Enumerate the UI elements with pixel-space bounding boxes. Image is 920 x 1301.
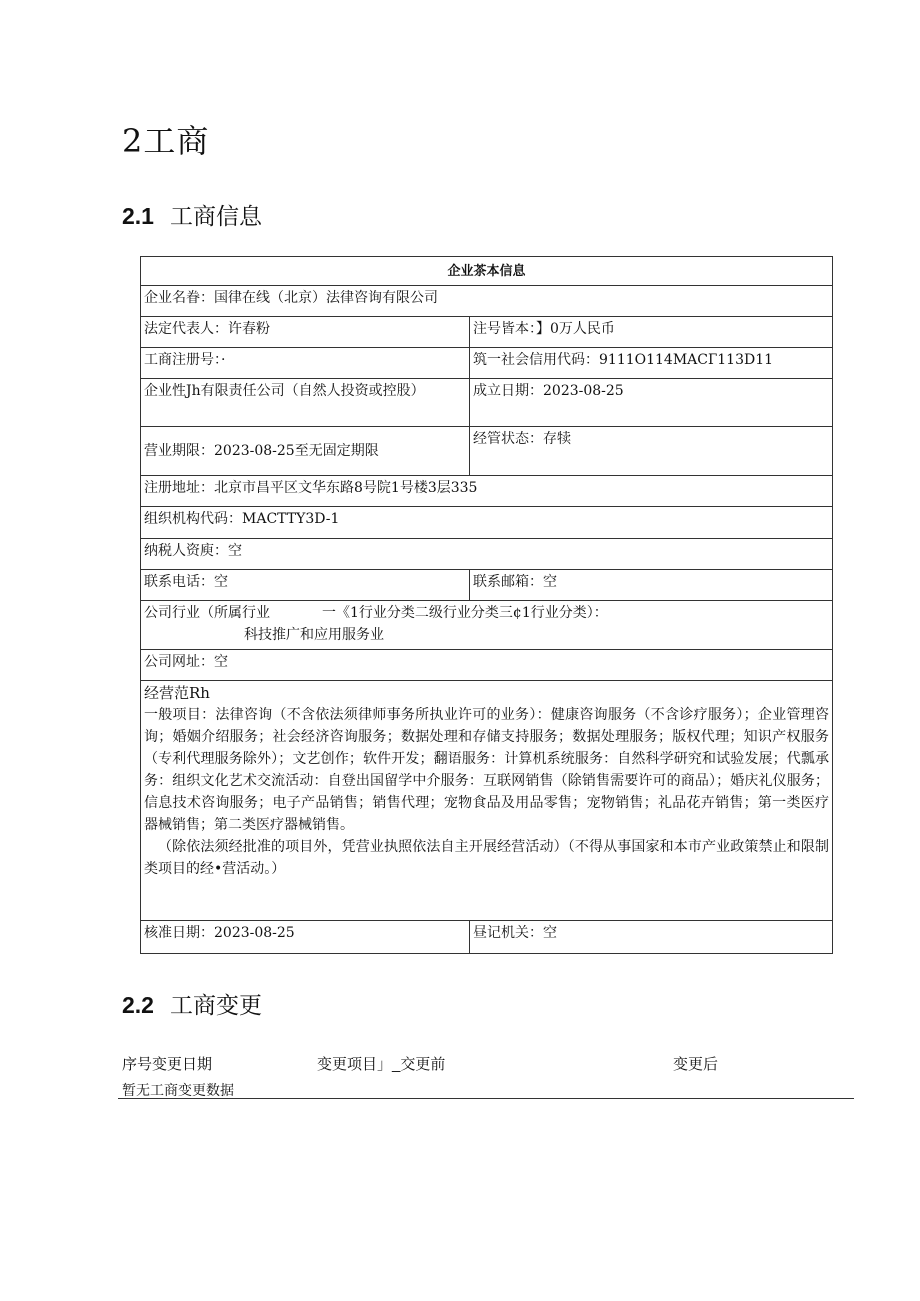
business-scope-cell (141, 681, 833, 921)
website-cell: 公司网址：空 (141, 650, 833, 681)
change-table-header (122, 1053, 854, 1075)
scope-body: 一般项目：法律咨询（不含依法须律师事务所执业许可的业务）：健康咨询服务（不含诊疗服务）；企业管理咨询；婚姻介绍服务；社会经济咨询服务；数据处理和存储支持服务；数据处理服务；版权代理；知识产权服务（专利代理服务除外）；文艺创作；软件开发；翻语服务：计算机系统服务：自然科学研究和试验发展；代瓢承务：组织文化艺术交流活动：自登出国留学中介服务：互联网销售（除销售需要许可的商品）；婚庆礼仪服务；信息技术咨询服务；电子产品销售；销售代理；宠物食品及用品零售；宠物销售；礼品花卉销售；第一类医疗器械销售；第二类医疗器械销售。 (144, 707, 830, 833)
section-heading-business-change (122, 987, 262, 1020)
authority-cell: 昼记机关：空 (470, 921, 833, 954)
credit-code-cell: 筑一社会信用代码：9111O114MACГ113D11 (470, 348, 833, 379)
org-code-cell: 组织机构代码：MACTTY3D-1 (141, 507, 833, 539)
business-info-table (140, 256, 833, 954)
status-cell: 经管状态：存犊 (470, 427, 833, 476)
approval-date-cell: 核准日期：2023-08-25 (141, 921, 470, 954)
col-after: 变更后 (673, 1056, 719, 1073)
reg-number-cell: 工商注册号：· (141, 348, 470, 379)
change-empty-text: 暂无工商变更数据 (122, 1083, 234, 1099)
col-index-date: 序号变更日期 (122, 1056, 213, 1073)
company-name-cell: 企业名眷：国律在线（北京）法律咨询有限公司 (141, 286, 833, 317)
scope-title: 经营范Rh (144, 684, 210, 702)
company-type-cell: 企业性Jh有限责任公司（自然人投资或控股） (141, 379, 470, 427)
main-heading: 2工商 (122, 122, 210, 160)
registered-capital-cell: 注号皆本：】0万人民币 (470, 317, 833, 348)
industry-label: 公司行业（所属行业 (144, 605, 270, 621)
founded-date-cell: 成立日期：2023-08-25 (470, 379, 833, 427)
business-term-cell: 营业期限：2023-08-25至无固定期限 (141, 427, 470, 476)
change-table-rule (118, 1098, 854, 1099)
industry-category: 一《1行业分类二级行业分类三¢1行业分类）： (322, 605, 608, 621)
legal-rep-cell: 法定代表人：许春粉 (141, 317, 470, 348)
taxpayer-cell: 纳税人资庾：空 (141, 539, 833, 570)
col-item-before: 变更项目」_交更前 (317, 1056, 446, 1073)
phone-cell: 联系电话：空 (141, 570, 470, 601)
industry-value: 科技推广和应用服务业 (244, 627, 384, 643)
email-cell: 联系邮箱：空 (470, 570, 833, 601)
section-heading-business-info (122, 198, 262, 231)
scope-note: （除依法须经批准的项目外，凭营业执照依法自主开展经营活动）（不得从事国家和本市产业政策禁止和限制类项目的经•营活动。） (144, 839, 830, 877)
section-number: 2.1 (122, 203, 154, 229)
table-header: 企业茶本信息 (141, 257, 833, 286)
section-title: 工商信息 (169, 204, 262, 230)
address-cell: 注册地址：北京市昌平区文华东路8号院1号楼3层335 (141, 476, 833, 507)
industry-cell (141, 601, 833, 650)
section-title: 工商变更 (169, 993, 262, 1019)
section-number: 2.2 (122, 992, 154, 1018)
